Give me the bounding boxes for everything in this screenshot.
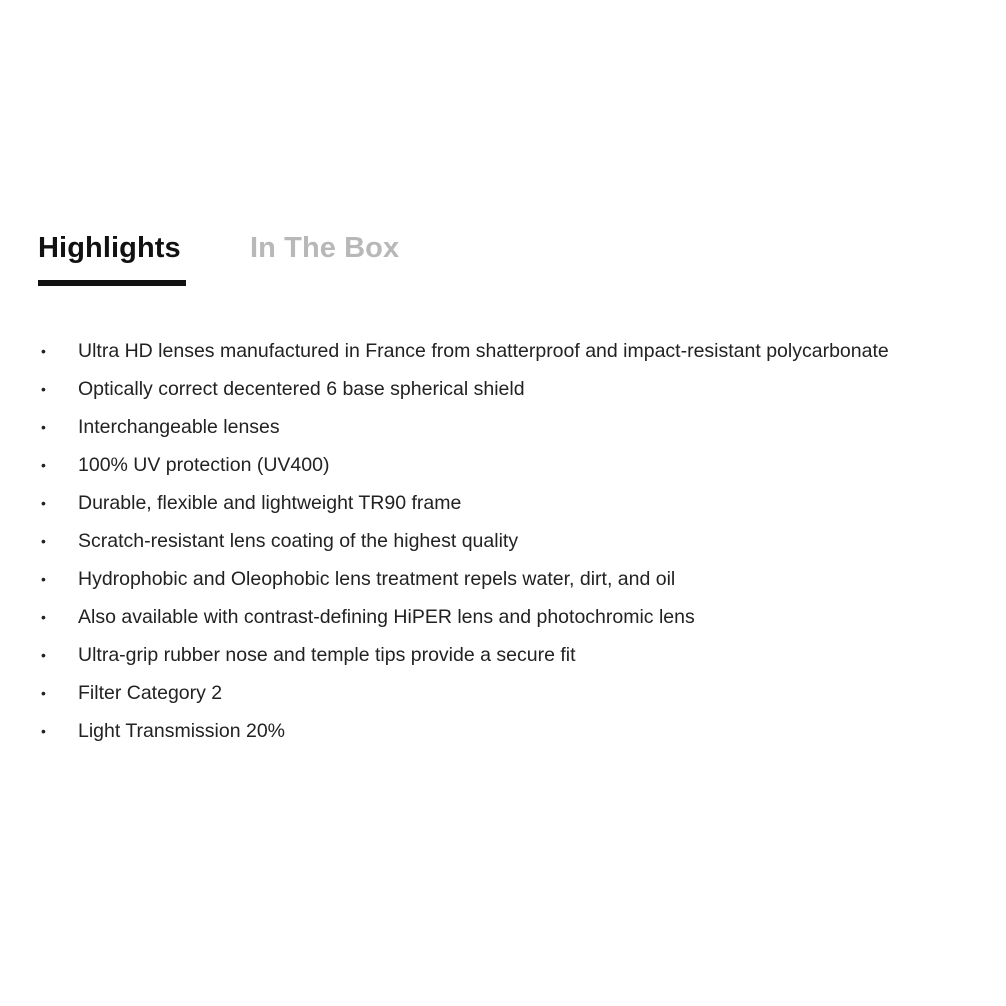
- bullet-icon: •: [41, 495, 46, 511]
- bullet-icon: •: [41, 685, 46, 701]
- list-item: [38, 598, 978, 636]
- list-item: [38, 560, 978, 598]
- tab-highlights[interactable]: Highlights: [38, 226, 186, 286]
- feature-text: Interchangeable lenses: [78, 416, 280, 438]
- bullet-icon: •: [41, 609, 46, 625]
- list-item: [38, 636, 978, 674]
- feature-text: Ultra-grip rubber nose and temple tips provide a secure fit: [78, 644, 576, 666]
- bullet-icon: •: [41, 533, 46, 549]
- list-item: [38, 522, 978, 560]
- feature-text: Filter Category 2: [78, 682, 223, 704]
- tab-in-the-box[interactable]: In The Box: [250, 232, 400, 264]
- list-item: [38, 370, 978, 408]
- tab-bar: [38, 226, 399, 286]
- bullet-icon: •: [41, 571, 46, 587]
- bullet-icon: •: [41, 419, 46, 435]
- bullet-icon: •: [41, 343, 46, 359]
- feature-text: Light Transmission 20%: [78, 720, 286, 742]
- bullet-icon: •: [41, 647, 46, 663]
- list-item: [38, 446, 978, 484]
- list-item: [38, 408, 978, 446]
- feature-text: Also available with contrast-defining HiPER lens and photochromic lens: [78, 606, 695, 628]
- list-item: [38, 712, 978, 750]
- feature-text: Optically correct decentered 6 base spherical shield: [78, 378, 525, 400]
- feature-text: Scratch-resistant lens coating of the highest quality: [78, 530, 519, 552]
- bullet-icon: •: [41, 457, 46, 473]
- feature-text: Durable, flexible and lightweight TR90 frame: [78, 492, 462, 514]
- feature-text: Ultra HD lenses manufactured in France from shatterproof and impact-resistant polycarbonate: [78, 340, 889, 362]
- list-item: [38, 484, 978, 522]
- list-item: [38, 674, 978, 712]
- feature-text: Hydrophobic and Oleophobic lens treatment repels water, dirt, and oil: [78, 568, 676, 590]
- feature-text: 100% UV protection (UV400): [78, 454, 330, 476]
- list-item: [38, 332, 978, 370]
- highlights-list: [38, 332, 978, 750]
- bullet-icon: •: [41, 381, 46, 397]
- bullet-icon: •: [41, 723, 46, 739]
